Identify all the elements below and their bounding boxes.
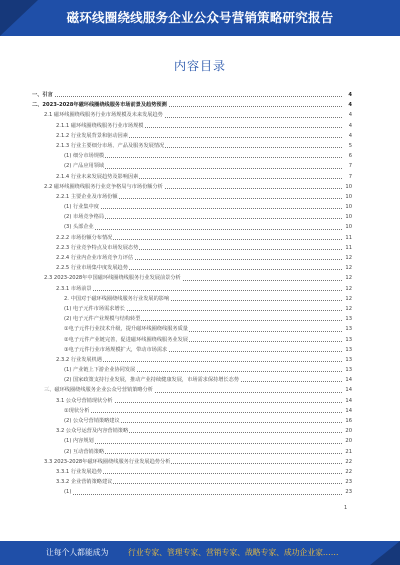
toc-entry-page: 10 bbox=[344, 212, 352, 222]
toc-entry-page: 23 bbox=[344, 487, 352, 497]
toc-entry-text: (1) 产业链上下游企业协同发展 bbox=[64, 367, 136, 374]
toc-entry[interactable] bbox=[32, 161, 352, 171]
toc-entry[interactable] bbox=[32, 396, 352, 406]
toc-entry[interactable] bbox=[32, 90, 352, 100]
toc-entry-page: 4 bbox=[348, 121, 352, 131]
toc-entry[interactable] bbox=[32, 284, 352, 294]
toc-entry-page: 12 bbox=[344, 273, 352, 283]
toc-entry-page: 7 bbox=[348, 161, 352, 171]
toc-entry-text: (2) 公众号营销策略建议 bbox=[64, 418, 120, 424]
toc-entry-page: 6 bbox=[348, 151, 352, 161]
toc-entry-page: 21 bbox=[344, 447, 352, 457]
toc-entry-page: 13 bbox=[344, 355, 352, 365]
toc-entry-page: 12 bbox=[344, 253, 352, 263]
toc-leader-dots bbox=[64, 229, 342, 230]
toc-entry-page: 13 bbox=[344, 335, 352, 345]
toc-entry-text: 2.1.3 行业主要细分市场、产品及服务发展情况 bbox=[56, 142, 165, 149]
toc-entry-text: 2.3 2023-2028年中国磁环线圈绕线服务行业发展前景分析 bbox=[44, 275, 181, 282]
toc-entry-text: 2.2.5 行业市场集中度发展趋势 bbox=[56, 265, 128, 272]
toc-entry[interactable] bbox=[32, 335, 352, 345]
toc-entry-text: (1) 行业集中度 bbox=[64, 204, 99, 211]
toc-entry-page: 12 bbox=[344, 263, 352, 273]
toc-entry[interactable] bbox=[32, 253, 352, 263]
toc-leader-dots bbox=[32, 96, 342, 97]
toc-leader-dots bbox=[64, 494, 342, 495]
toc-entry-page: 23 bbox=[344, 477, 352, 487]
toc-entry-page: 7 bbox=[348, 172, 352, 182]
toc-entry-page: 11 bbox=[344, 233, 352, 243]
toc-entry-text: 一、引言 bbox=[32, 92, 53, 98]
toc-entry-text: (1) bbox=[64, 489, 72, 496]
toc-entry-text: (1) 电子元件市场需求增长 bbox=[64, 305, 125, 312]
toc-entry-text: 2.1 磁环线圈绕线服务行业市场规模及未来发展趋势 bbox=[44, 112, 163, 119]
toc-entry[interactable] bbox=[32, 345, 352, 355]
toc-entry[interactable] bbox=[32, 273, 352, 283]
toc-entry-page: 4 bbox=[348, 110, 352, 120]
toc-entry-text: 2.2.3 行业竞争特点及市场发展态势 bbox=[56, 244, 139, 251]
toc-entry-text: (2) 市场竞争格局 bbox=[64, 214, 105, 221]
toc-entry[interactable] bbox=[32, 487, 352, 497]
toc-entry[interactable] bbox=[32, 406, 352, 416]
toc-leader-dots bbox=[64, 443, 342, 444]
toc-entry-text: 2.2.4 行业内企业市场竞争力评估 bbox=[56, 255, 134, 261]
toc-entry-page: 13 bbox=[344, 314, 352, 324]
table-of-contents bbox=[32, 90, 352, 498]
toc-leader-dots bbox=[56, 290, 342, 291]
toc-entry[interactable] bbox=[32, 324, 352, 334]
toc-entry-page: 11 bbox=[344, 243, 352, 253]
toc-entry-page: 13 bbox=[344, 365, 352, 375]
toc-entry[interactable] bbox=[32, 110, 352, 120]
toc-entry-text: (3) 头部企业 bbox=[64, 224, 94, 231]
toc-entry-page: 13 bbox=[344, 345, 352, 355]
toc-entry[interactable] bbox=[32, 304, 352, 314]
footer-roles: 行业专家、管理专家、营销专家、战略专家、成功企业家…… bbox=[128, 548, 339, 557]
toc-entry[interactable] bbox=[32, 121, 352, 131]
toc-entry[interactable] bbox=[32, 436, 352, 446]
toc-entry[interactable] bbox=[32, 182, 352, 192]
toc-entry[interactable] bbox=[32, 294, 352, 304]
toc-leader-dots bbox=[64, 218, 342, 219]
page-number: 1 bbox=[344, 505, 348, 511]
toc-entry-text: 3.3 2023-2028年磁环线圈绕线服务行业发展趋势分析 bbox=[44, 458, 171, 465]
toc-entry-text: ①电子元件行业技术升级，提升磁环线圈绕线服务质量 bbox=[64, 326, 188, 333]
toc-leader-dots bbox=[64, 168, 342, 169]
toc-entry-page: 12 bbox=[344, 294, 352, 304]
toc-entry-text: (2) 电子元件产业规模与结构转型 bbox=[64, 316, 141, 323]
toc-entry-text: 三、磁环线圈绕线服务企业公众号营销策略分析 bbox=[44, 387, 153, 394]
toc-entry[interactable] bbox=[32, 172, 352, 182]
toc-entry[interactable] bbox=[32, 263, 352, 273]
toc-leader-dots bbox=[64, 208, 342, 209]
toc-entry-page: 12 bbox=[344, 284, 352, 294]
toc-entry[interactable] bbox=[32, 131, 352, 141]
toc-entry-page: 22 bbox=[344, 457, 352, 467]
toc-entry-text: (2) 产品应用领域 bbox=[64, 163, 105, 170]
toc-entry-page: 13 bbox=[344, 324, 352, 334]
toc-entry-text: 3.3.1 行业发展趋势 bbox=[56, 468, 102, 475]
toc-entry[interactable] bbox=[32, 222, 352, 232]
toc-entry-page: 14 bbox=[344, 406, 352, 416]
toc-entry[interactable] bbox=[32, 202, 352, 212]
toc-entry-page: 12 bbox=[344, 304, 352, 314]
toc-entry-page: 20 bbox=[344, 436, 352, 446]
footer-slogan: 让每个人都能成为 bbox=[46, 548, 109, 557]
toc-leader-dots bbox=[64, 157, 342, 158]
toc-entry[interactable] bbox=[32, 314, 352, 324]
toc-title: 内容目录 bbox=[173, 59, 226, 73]
toc-entry-text: (2) 互动营销策略 bbox=[64, 448, 105, 455]
toc-entry-text: 2.3.2 行业发展机遇 bbox=[56, 356, 102, 363]
footer-corner-decoration bbox=[370, 541, 400, 565]
toc-entry[interactable] bbox=[32, 141, 352, 151]
toc-entry-page: 4 bbox=[347, 100, 352, 110]
toc-entry-text: 2.1.4 行业未来发展趋势及影响因素 bbox=[56, 173, 139, 180]
toc-entry[interactable] bbox=[32, 457, 352, 467]
report-title: 磁环线圈绕线服务企业公众号营销策略研究报告 bbox=[66, 10, 334, 25]
toc-entry-page: 14 bbox=[344, 396, 352, 406]
toc-entry-page: 10 bbox=[344, 182, 352, 192]
toc-entry-page: 22 bbox=[344, 467, 352, 477]
toc-entry[interactable] bbox=[32, 100, 352, 110]
toc-entry-text: 2.1.1 磁环线圈绕线服务行业市场规模 bbox=[56, 122, 144, 129]
toc-entry[interactable] bbox=[32, 365, 352, 375]
toc-entry[interactable] bbox=[32, 385, 352, 395]
toc-entry-page: 10 bbox=[344, 192, 352, 202]
toc-entry-text: 2.2.2 市场份额分布情况 bbox=[56, 234, 113, 241]
toc-entry-text: 2.2 磁环线圈绕线服务行业竞争格局与市场份额分析 bbox=[44, 183, 163, 190]
toc-entry-text: ②电子元件产业链完善，促进磁环线圈绕线服务业发展 bbox=[64, 336, 188, 343]
toc-entry-text: 2.3.1 市场前景 bbox=[56, 285, 92, 292]
toc-entry[interactable] bbox=[32, 243, 352, 253]
toc-entry[interactable] bbox=[32, 416, 352, 426]
toc-entry[interactable] bbox=[32, 477, 352, 487]
toc-entry[interactable] bbox=[32, 375, 352, 385]
toc-leader-dots bbox=[64, 412, 342, 413]
toc-entry-page: 10 bbox=[344, 202, 352, 212]
toc-entry-page: 14 bbox=[344, 385, 352, 395]
toc-entry[interactable] bbox=[32, 212, 352, 222]
toc-entry-text: 3.3.2 企业营销策略建议 bbox=[56, 479, 113, 486]
toc-entry-text: 3.1 公众号营销现状分析 bbox=[56, 397, 113, 404]
toc-entry-text: ①现状分析 bbox=[64, 407, 90, 414]
header-banner bbox=[0, 0, 400, 36]
toc-entry[interactable] bbox=[32, 192, 352, 202]
toc-entry-page: 5 bbox=[348, 141, 352, 151]
toc-entry[interactable] bbox=[32, 151, 352, 161]
toc-entry-page: 10 bbox=[344, 222, 352, 232]
toc-entry-page: 4 bbox=[348, 131, 352, 141]
toc-entry[interactable] bbox=[32, 355, 352, 365]
toc-entry[interactable] bbox=[32, 467, 352, 477]
toc-entry[interactable] bbox=[32, 233, 352, 243]
toc-entry-text: 2.2.1 主要企业及市场份额 bbox=[56, 193, 118, 200]
footer-banner bbox=[0, 541, 400, 565]
toc-entry[interactable] bbox=[32, 426, 352, 436]
toc-entry-text: 2.1.2 行业发展背景和驱动因素 bbox=[56, 132, 128, 139]
toc-entry-text: ③电子元件行业市场规模扩大，带动市场需求 bbox=[64, 346, 168, 353]
toc-entry-text: 二、2023-2028年磁环线圈绕线服务市场前景及趋势预测 bbox=[32, 102, 167, 109]
toc-entry-page: 16 bbox=[344, 416, 352, 426]
toc-entry-page: 20 bbox=[344, 426, 352, 436]
toc-entry-page: 14 bbox=[344, 375, 352, 385]
toc-entry-text: (1) 细分市场规模 bbox=[64, 153, 105, 160]
toc-leader-dots bbox=[64, 453, 342, 454]
toc-entry[interactable] bbox=[32, 447, 352, 457]
toc-entry-text: (2) 国家政策支持行业发展，推动产业持续健康发展，市场需求保持增长态势 bbox=[64, 377, 239, 384]
toc-entry-text: 2. 中国对于磁环线圈绕线服务行业发展的影响 bbox=[64, 295, 170, 302]
toc-entry-text: 3.2 公众号运营及内容营销策略 bbox=[56, 428, 129, 435]
toc-entry-page: 4 bbox=[347, 90, 352, 100]
toc-entry-text: (1) 内容规划 bbox=[64, 438, 94, 445]
